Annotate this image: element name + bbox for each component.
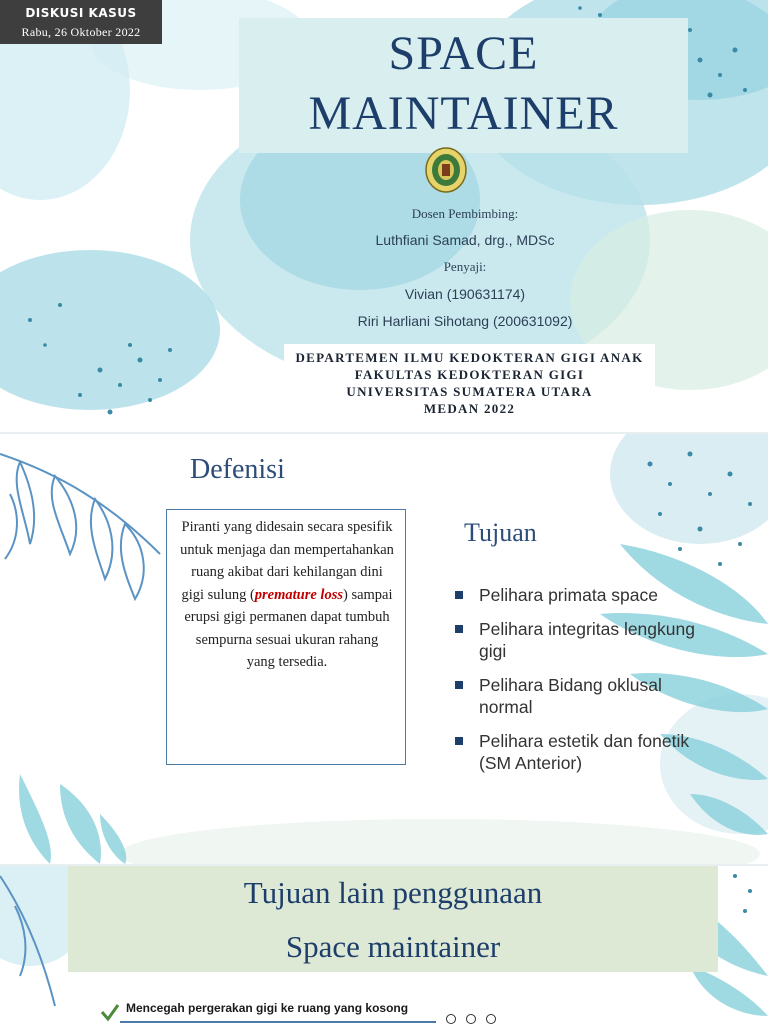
circle-icon [486, 1014, 496, 1024]
square-bullet-icon [455, 681, 463, 689]
badge-date: Rabu, 26 Oktober 2022 [21, 25, 141, 39]
title-box [239, 18, 688, 153]
goal-item-underline [120, 1021, 436, 1023]
list-item: Pelihara Bidang oklusal normal [455, 674, 695, 718]
circle-icon [446, 1014, 456, 1024]
dept-line-1: DEPARTEMEN ILMU KEDOKTERAN GIGI ANAK [295, 350, 644, 365]
square-bullet-icon [455, 591, 463, 599]
list-item: Pelihara estetik dan fonetik (SM Anterior) [455, 730, 695, 774]
square-bullet-icon [455, 625, 463, 633]
presenter-1: Vivian (190631174) [404, 286, 526, 302]
premature-loss-term: premature loss [254, 586, 343, 603]
badge-label: DISKUSI KASUS [25, 6, 137, 20]
penyaji-label: Penyaji: [443, 259, 487, 274]
dosen-label: Dosen Pembimbing: [411, 206, 519, 221]
definition-title: Defenisi [190, 454, 285, 485]
slide-1 [0, 0, 768, 432]
circle-icon [466, 1014, 476, 1024]
tujuan-title: Tujuan [464, 518, 537, 547]
pagination-dots [446, 1011, 506, 1024]
goals-title-line-1: Tujuan lain penggunaan [243, 875, 543, 910]
goals-title-line-2: Space maintainer [285, 929, 501, 964]
title-line-1: SPACE [388, 27, 539, 80]
square-bullet-icon [455, 737, 463, 745]
goals-title-box [68, 866, 718, 972]
list-item: Pelihara integritas lengkung gigi [455, 618, 695, 662]
definition-text [180, 516, 394, 674]
list-item: Pelihara primata space [455, 584, 695, 606]
checkmark-icon [100, 1002, 120, 1022]
goal-item-1: Mencegah pergerakan gigi ke ruang yang kosong [126, 1001, 409, 1015]
dept-line-2: FAKULTAS KEDOKTERAN GIGI [354, 367, 585, 382]
presenter-2: Riri Harliani Sihotang (200631092) [357, 313, 573, 329]
slide-2 [0, 434, 768, 864]
definition-text-end: ) sampai erupsi gigi permanen dapat tumbuh sempurna sesuai ukuran rahang yang tersedia. [184, 586, 393, 670]
slide-3 [0, 866, 768, 1024]
dept-line-4: MEDAN 2022 [423, 401, 516, 416]
dosen-name: Luthfiani Samad, drg., MDSc [375, 232, 555, 248]
tujuan-list [455, 584, 695, 786]
dept-line-3: UNIVERSITAS SUMATERA UTARA [346, 384, 593, 399]
university-seal-icon [424, 146, 468, 194]
title-line-2: MAINTAINER [308, 87, 619, 140]
discussion-badge [0, 0, 162, 44]
definition-text-start: Piranti yang didesain secara spesifik untuk menjaga dan mempertahankan ruang akibat dari kehilangan dini gigi sulung ( [180, 519, 394, 603]
department-box [284, 344, 655, 432]
